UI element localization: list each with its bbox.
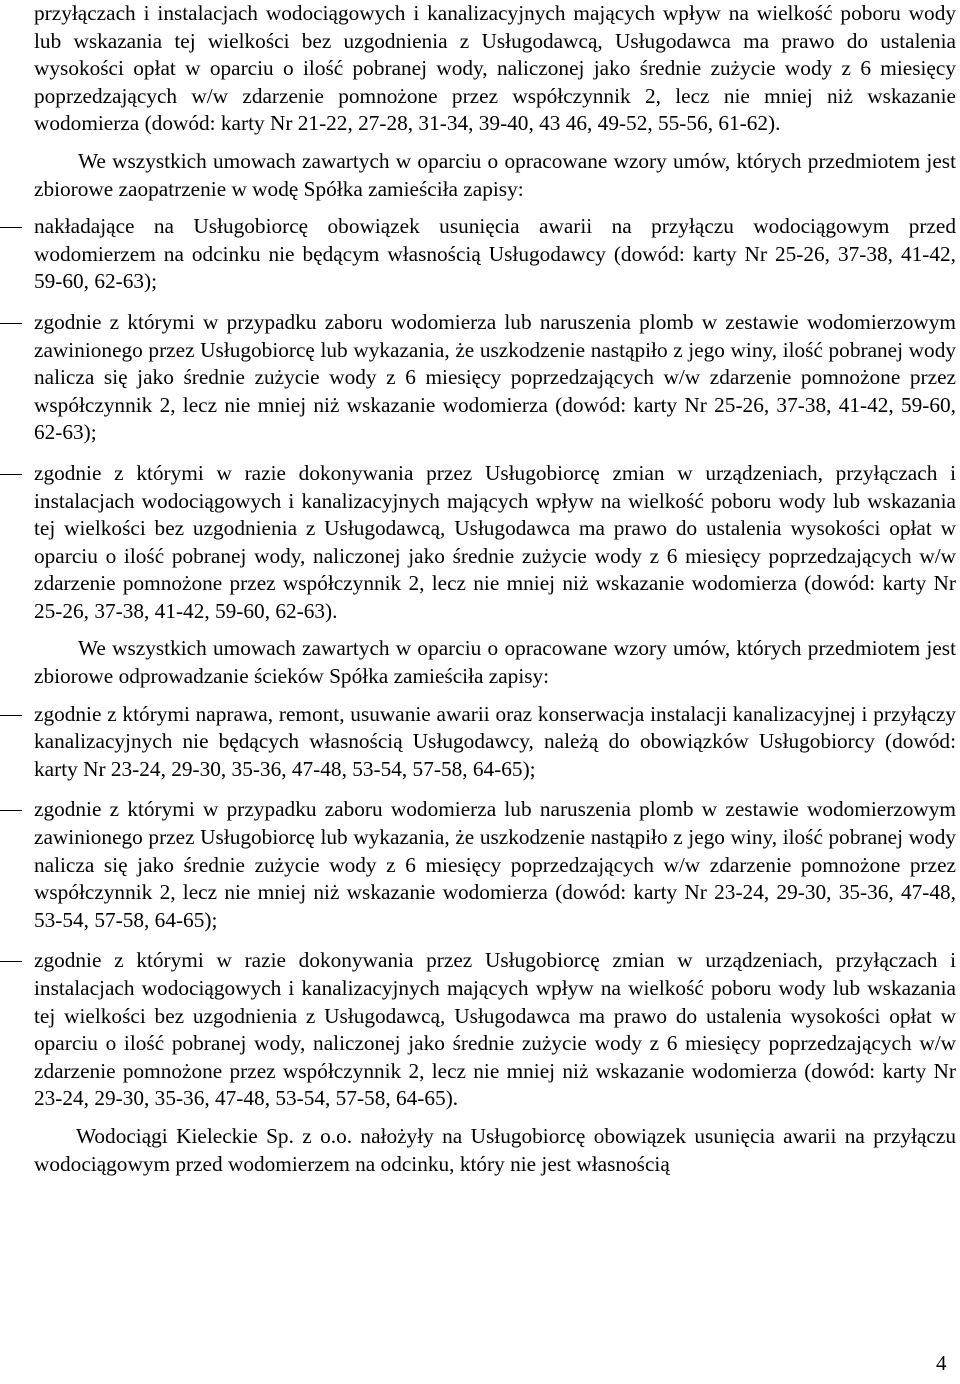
dash-bullet-icon [0,715,22,716]
dash-bullet-icon [0,227,22,228]
sewage-list [34,701,956,1113]
list-item [34,460,956,626]
dash-bullet-icon [0,961,22,962]
page-number: 4 [936,1351,947,1375]
dash-bullet-icon [0,474,22,475]
dash-bullet-icon [0,810,22,811]
list-item-text: zgodnie z którymi w przypadku zaboru wodomierza lub naruszenia plomb w zestawie wodomierzowym zawinionego przez Usługobiorcę lub wykazania, że uszkodzenie nastąpiło z jego winy, ilość pobranej wody nalicza się jako średnie zużycie wody z 6 miesięcy poprzedzających w/w zdarzenie pomnożone przez współczynnik 2, lecz nie mniej niż wskazanie wodomierza (dowód: karty Nr 23-24, 29-30, 35-36, 47-48, 53-54, 57-58, 64-65); [34,797,956,932]
list-item [34,796,956,934]
list-item [34,947,956,1113]
document-page [34,0,956,1178]
water-supply-list [34,213,956,625]
dash-bullet-icon [0,323,22,324]
water-supply-intro: We wszystkich umowach zawartych w oparciu o opracowane wzory umów, których przedmiotem jest zbiorowe zaopatrzenie w wodę Spółka zamieściła zapisy: [34,148,956,201]
list-item [34,701,956,784]
list-item-text: zgodnie z którymi w przypadku zaboru wodomierza lub naruszenia plomb w zestawie wodomierzowym zawinionego przez Usługobiorcę lub wykazania, że uszkodzenie nastąpiło z jego winy, ilość pobranej wody nalicza się jako średnie zużycie wody z 6 miesięcy poprzedzających w/w zdarzenie pomnożone przez współczynnik 2, lecz nie mniej niż wskazanie wodomierza (dowód: karty Nr 25-26, 37-38, 41-42, 59-60, 62-63); [34,309,956,445]
list-item-text: zgodnie z którymi w razie dokonywania przez Usługobiorcę zmian w urządzeniach, przyłączach i instalacjach wodociągowych i kanalizacyjnych mających wpływ na wielkość poboru wody lub wskazania tej wielkości bez uzgodnienia z Usługodawcą, Usługodawca ma prawo do ustalenia wysokości opłat w oparciu o ilość pobranej wody, naliczonej jako średnie zużycie wody z 6 miesięcy poprzedzających w/w zdarzenie pomnożone przez współczynnik 2, lecz nie mniej niż wskazanie wodomierza (dowód: karty Nr 23-24, 29-30, 35-36, 47-48, 53-54, 57-58, 64-65). [34,948,956,1111]
closing-paragraph: Wodociągi Kieleckie Sp. z o.o. nałożyły na Usługobiorcę obowiązek usunięcia awarii na przyłączu wodociągowym przed wodomierzem na odcinku, który nie jest własnością [34,1123,956,1176]
list-item [34,309,956,447]
list-item-text: nakładające na Usługobiorcę obowiązek usunięcia awarii na przyłączu wodociągowym przed wodomierzem na odcinku nie będącym własnością Usługodawcy (dowód: karty Nr 25-26, 37-38, 41-42, 59-60, 62-63); [34,214,956,294]
list-item-text: zgodnie z którymi naprawa, remont, usuwanie awarii oraz konserwacja instalacji kanalizacyjnej i przyłączy kanalizacyjnych nie będących własnością Usługodawcy, należą do obowiązków Usługobiorcy (dowód: karty Nr 23-24, 29-30, 35-36, 47-48, 53-54, 57-58, 64-65); [34,701,956,781]
continuation-paragraph: przyłączach i instalacjach wodociągowych i kanalizacyjnych mających wpływ na wielkość poboru wody lub wskazania tej wielkości bez uzgodnienia z Usługodawcą, Usługodawca ma prawo do ustalenia wysokości opłat w oparciu o ilość pobranej wody, naliczonej jako średnie zużycie wody z 6 miesięcy poprzedzających w/w zdarzenie pomnożone przez współczynnik 2, lecz nie mniej niż wskazanie wodomierza (dowód: karty Nr 21-22, 27-28, 31-34, 39-40, 43 46, 49-52, 55-56, 61-62). [34,1,956,136]
list-item-text: zgodnie z którymi w razie dokonywania przez Usługobiorcę zmian w urządzeniach, przyłączach i instalacjach wodociągowych i kanalizacyjnych mających wpływ na wielkość poboru wody lub wskazania tej wielkości bez uzgodnienia z Usługodawcą, Usługodawca ma prawo do ustalenia wysokości opłat w oparciu o ilość pobranej wody, naliczonej jako średnie zużycie wody z 6 miesięcy poprzedzających w/w zdarzenie pomnożone przez współczynnik 2, lecz nie mniej niż wskazanie wodomierza (dowód: karty Nr 25-26, 37-38, 41-42, 59-60, 62-63). [34,460,956,623]
list-item [34,213,956,296]
sewage-intro: We wszystkich umowach zawartych w oparciu o opracowane wzory umów, których przedmiotem jest zbiorowe odprowadzanie ścieków Spółka zamieściła zapisy: [34,636,956,689]
